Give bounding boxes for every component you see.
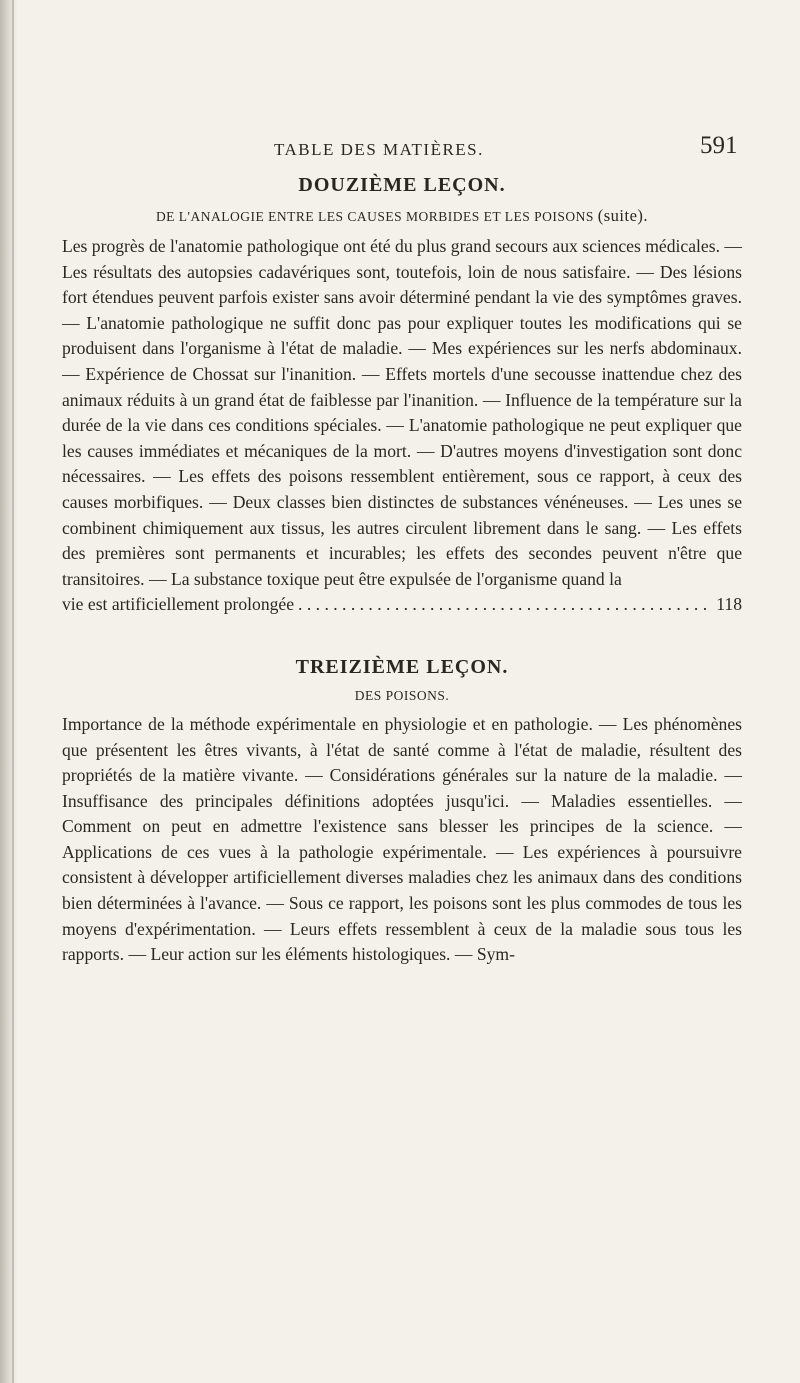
- lesson-12-last-line: vie est artificiellement prolongée: [62, 594, 295, 615]
- page-number: 591: [700, 132, 738, 159]
- lesson-13-title: TREIZIÈME LEÇON.: [295, 655, 509, 678]
- page-content: [62, 138, 742, 968]
- lesson-12-title: DOUZIÈME LEÇON.: [298, 174, 506, 196]
- page-binding-edge: [0, 0, 18, 1383]
- leader-dots: [298, 592, 712, 618]
- lesson-12-subtitle: [62, 206, 742, 226]
- lesson-12-page-ref: 118: [716, 594, 742, 615]
- lesson-12-subtitle-text: DE L'ANALOGIE ENTRE LES CAUSES MORBIDES ET LES POISONS: [155, 209, 594, 224]
- lesson-12-summary: Les progrès de l'anatomie pathologique ont été du plus grand secours aux sciences médicales. — Les résultats des autopsies cadavériques sont, toutefois, loin de nous satisfaire. — Des lésions fort étendues peuvent parfois exister sans avoir déterminé pendant la vie des symptômes graves. — L'anatomie pathologique ne suffit donc pas pour expliquer toutes les modifications qui se produisent dans l'organisme à l'état de maladie. — Mes expériences sur les nerfs abdominaux. — Expérience de Chossat sur l'inanition. — Effets mortels d'une secousse inattendue chez des animaux réduits à un grand état de faiblesse par l'inanition. — Influence de la température sur la durée de la vie dans ces conditions spéciales. — L'anatomie pathologique ne peut expliquer que les causes immédiates et mécaniques de la mort. — D'autres moyens d'investigation sont donc nécessaires. — Les effets des poisons ressemblent entièrement, sous ce rapport, à ceux des causes morbifiques. — Deux classes bien distinctes de substances vénéneuses. — Les unes se combinent chimiquement aux tissus, les autres circulent librement dans le sang. — Les effets des premières sont permanents et incurables; les effets des secondes peuvent n'être que transitoires. — La substance toxique peut être expulsée de l'organisme quand la: [62, 236, 742, 589]
- lesson-12-subtitle-suite: (suite).: [597, 206, 649, 225]
- lesson-13-summary: Importance de la méthode expérimentale en physiologie et en pathologie. — Les phénomènes que présentent les êtres vivants, à l'état de santé comme à l'état de maladie, résultent des propriétés de la matière vivante. — Considérations générales sur la nature de la maladie. — Insuffisance des principales définitions adoptées jusqu'ici. — Maladies essentielles. — Comment on peut en admettre l'existence sans blesser les principes de la science. — Applications de ces vues à la pathologie expérimentale. — Les expériences à poursuivre consistent à développer artificiellement diverses maladies chez les animaux dans des conditions bien déterminées à l'avance. — Sous ce rapport, les poisons sont les plus commodes de tous les moyens d'expérimentation. — Leurs effets ressemblent à ceux de la maladie sous tous les rapports. — Leur action sur les éléments histologiques. — Sym-: [62, 713, 742, 965]
- running-head: TABLE DES MATIÈRES.: [274, 140, 484, 159]
- lesson-12-toc-line: [62, 592, 742, 618]
- lesson-13-subtitle: DES POISONS.: [354, 687, 450, 703]
